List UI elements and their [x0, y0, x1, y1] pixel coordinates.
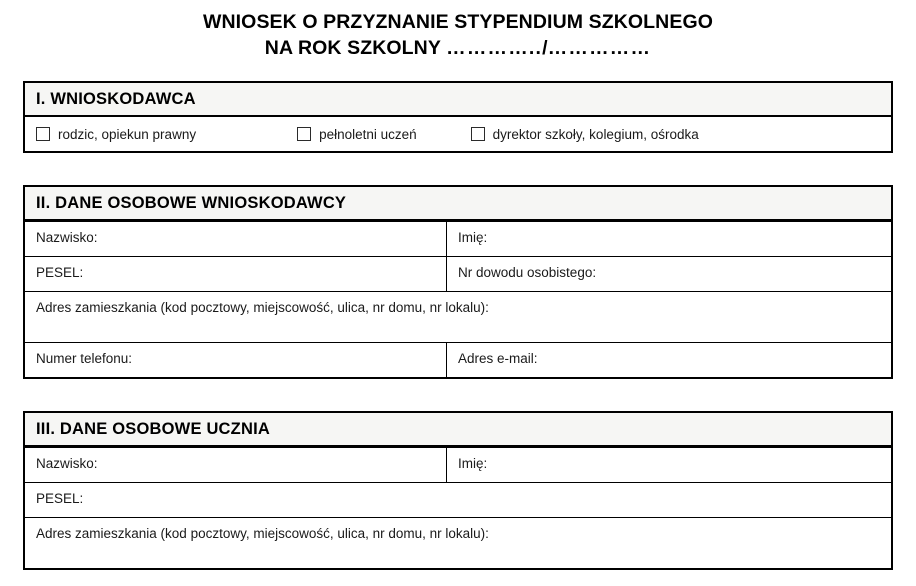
checkbox-square-icon[interactable] [471, 127, 485, 141]
school-year-start-dots[interactable]: ………….. [446, 37, 543, 59]
applicant-type-options [25, 117, 891, 151]
field-label: Imię: [458, 230, 488, 245]
checkbox-square-icon[interactable] [297, 127, 311, 141]
table-row [25, 517, 891, 568]
field-applicant-email[interactable] [447, 343, 891, 377]
document-title-school-year-label: NA ROK SZKOLNY [264, 37, 447, 59]
table-row [25, 221, 891, 256]
section-1-header [25, 83, 891, 117]
checkbox-item-school-director[interactable] [471, 127, 699, 142]
checkbox-square-icon[interactable] [36, 127, 50, 141]
section-3-title: III. DANE OSOBOWE UCZNIA [36, 419, 270, 438]
field-student-firstname[interactable] [447, 448, 891, 482]
school-year-end-dots[interactable]: …………… [547, 37, 652, 59]
document-title-line-2 [23, 35, 893, 61]
section-applicant-personal-data [23, 185, 893, 379]
field-label: Imię: [458, 456, 488, 471]
field-label: Adres e-mail: [458, 351, 538, 366]
section-student-personal-data [23, 411, 893, 570]
checkbox-label-parent-guardian: rodzic, opiekun prawny [58, 126, 197, 142]
field-applicant-id-number[interactable] [447, 257, 891, 291]
field-label: PESEL: [36, 265, 84, 280]
table-row [25, 342, 891, 377]
field-label: Numer telefonu: [36, 351, 133, 366]
checkbox-item-parent-guardian[interactable] [36, 127, 196, 142]
field-label: PESEL: [36, 491, 84, 506]
document-title [23, 0, 893, 61]
checkbox-label-school-director: dyrektor szkoły, kolegium, ośrodka [492, 126, 699, 142]
field-label: Nr dowodu osobistego: [458, 265, 597, 280]
checkbox-item-adult-student[interactable] [297, 127, 417, 142]
field-label: Adres zamieszkania (kod pocztowy, miejscowość, ulica, nr domu, nr lokalu): [36, 300, 489, 315]
field-label: Nazwisko: [36, 456, 98, 471]
field-label: Nazwisko: [36, 230, 98, 245]
section-2-title: II. DANE OSOBOWE WNIOSKODAWCY [36, 193, 347, 212]
field-applicant-pesel[interactable] [25, 257, 447, 291]
field-student-address[interactable] [25, 518, 891, 568]
document-title-line-1: WNIOSEK O PRZYZNANIE STYPENDIUM SZKOLNEGO [202, 11, 714, 33]
checkbox-label-adult-student: pełnoletni uczeń [319, 126, 417, 142]
section-2-header [25, 187, 891, 221]
table-row [25, 291, 891, 342]
section-3-header [25, 413, 891, 447]
table-row [25, 256, 891, 291]
table-row [25, 447, 891, 482]
field-applicant-phone[interactable] [25, 343, 447, 377]
field-student-pesel[interactable] [25, 483, 891, 517]
table-row [25, 482, 891, 517]
field-label: Adres zamieszkania (kod pocztowy, miejscowość, ulica, nr domu, nr lokalu): [36, 526, 489, 541]
field-applicant-firstname[interactable] [447, 222, 891, 256]
section-1-title: I. WNIOSKODAWCA [36, 89, 196, 108]
field-applicant-surname[interactable] [25, 222, 447, 256]
field-applicant-address[interactable] [25, 292, 891, 342]
school-year-separator: / [542, 37, 548, 59]
section-applicant-type [23, 81, 893, 153]
field-student-surname[interactable] [25, 448, 447, 482]
